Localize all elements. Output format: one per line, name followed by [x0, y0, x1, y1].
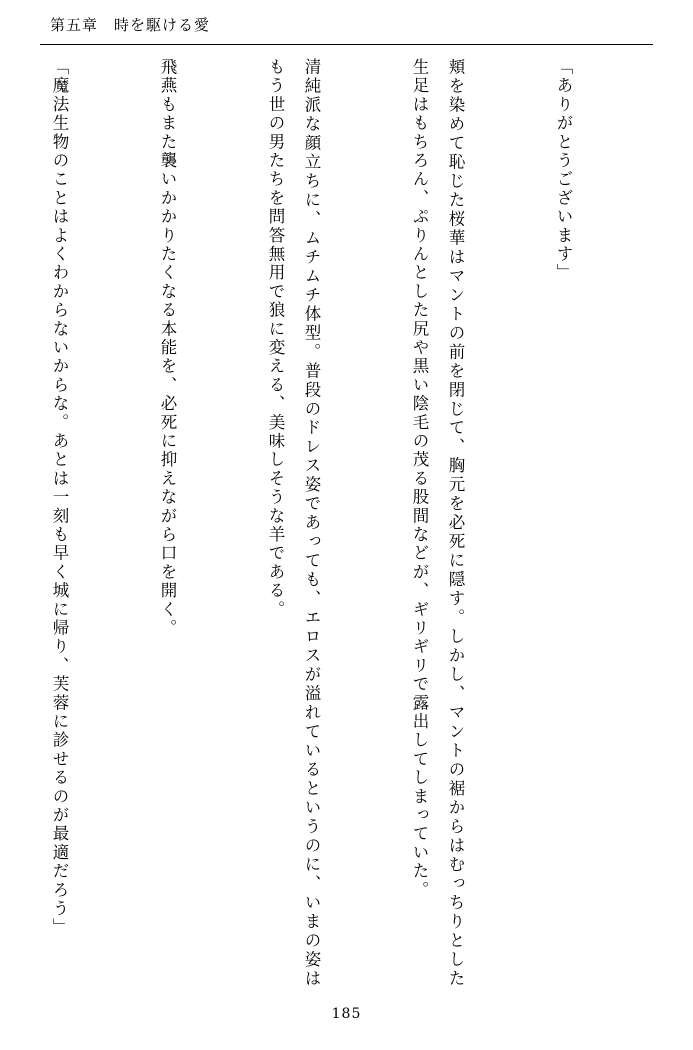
- paragraph: 飛燕もまた襲いかかりたくなる本能を、必死に抑えながら口を開く。: [158, 58, 177, 638]
- paragraph: 頬を染めて恥じた桜華はマントの前を閉じて、胸元を必死に隠す。しかし、マントの裾からはむっちりとした生足はもちろん、ぷりんとした尻や黒い陰毛の茂る股間などが、ギリギリで露出してしまっていた。: [410, 58, 465, 988]
- header-divider: [40, 44, 653, 45]
- page-number: 185: [331, 1006, 362, 1022]
- page-header: [40, 14, 653, 48]
- vertical-text-block: [0, 58, 653, 988]
- paragraph: 「魔法生物のことはよくわからないからな。あとは一刻も早く城に帰り、芙蓉に診せるのが最適だろう」: [50, 58, 69, 937]
- page-body: [40, 58, 653, 988]
- chapter-title: 第五章 時を駆ける愛: [50, 16, 211, 34]
- paragraph: 清純派な顔立ちに、ムチムチ体型。普段のドレス姿であっても、エロスが溢れているというのに、いまの姿はもう世の男たちを問答無用で狼に変える、美味しそうな羊である。: [266, 58, 321, 988]
- paragraph: 「ありがとうございます」: [554, 58, 573, 283]
